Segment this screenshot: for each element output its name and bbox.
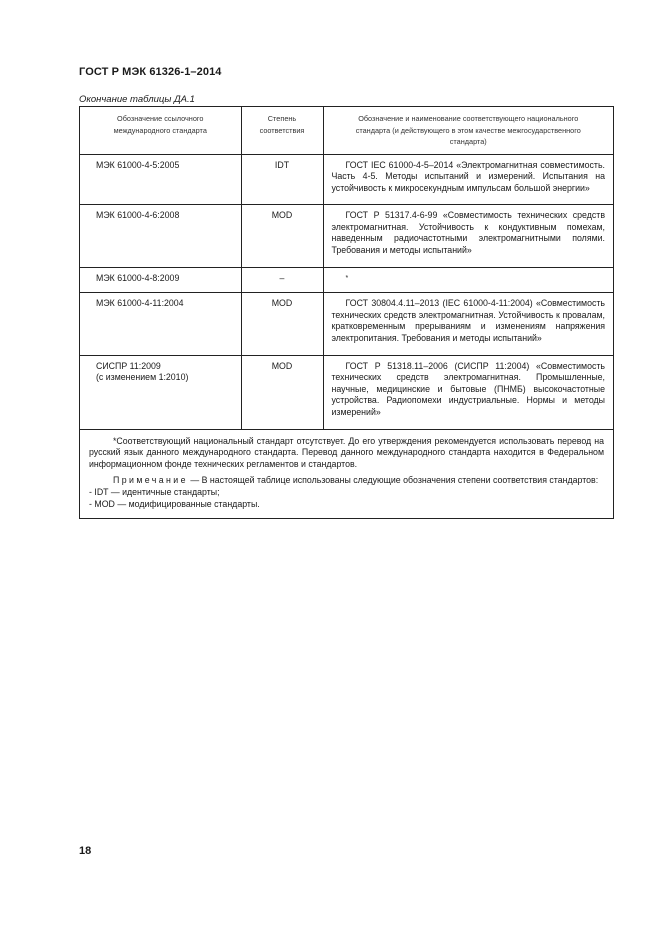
national-cell: ГОСТ IEC 61000-4-5–2014 «Электромагнитная совместимость. Часть 4-5. Методы испытаний и измерений. Испытания на устойчивость к микросекундным импульсам большой энергии» xyxy=(323,154,613,205)
ref-cell: МЭК 61000-4-6:2008 xyxy=(80,205,241,267)
page-number: 18 xyxy=(79,845,92,857)
note-item-mod: - MOD — модифицированные стандарты. xyxy=(89,498,260,509)
national-cell: * xyxy=(323,267,613,293)
standards-table xyxy=(79,106,614,519)
ref-cell: МЭК 61000-4-11:2004 xyxy=(80,293,241,355)
table-row xyxy=(80,205,613,267)
degree-cell: – xyxy=(241,267,323,293)
ref-cell: МЭК 61000-4-5:2005 xyxy=(80,154,241,205)
ref-amendment: (с изменением 1:2010) xyxy=(96,372,189,383)
table-caption: Окончание таблицы ДА.1 xyxy=(79,94,195,105)
degree-cell: MOD xyxy=(241,355,323,429)
degree-cell: MOD xyxy=(241,293,323,355)
note-item-idt: - IDT — идентичные стандарты; xyxy=(89,486,220,497)
table-header-row xyxy=(80,107,613,154)
degree-cell: IDT xyxy=(241,154,323,205)
col-header-national: Обозначение и наименование соответствующего национального стандарта (и действующего в этом качестве межгосударственного стандарта) xyxy=(323,107,613,154)
table-row xyxy=(80,267,613,293)
note-label: Примечание xyxy=(113,475,188,486)
table-row xyxy=(80,154,613,205)
national-cell: ГОСТ Р 51318.11–2006 (СИСПР 11:2004) «Совместимость технических средств электромагнитная. Промышленные, научные, медицинские и бытовые (ПНМБ) высокочастотные устройства. Радиопомехи индустриальные. Нормы и методы измерений» xyxy=(323,355,613,429)
note-text: — В настоящей таблице использованы следующие обозначения степени соответствия стандартов: xyxy=(187,475,599,486)
note-paragraph xyxy=(89,475,604,487)
table-notes xyxy=(80,430,613,519)
table-row xyxy=(80,355,613,429)
document-header: ГОСТ Р МЭК 61326-1–2014 xyxy=(79,66,222,78)
degree-cell: MOD xyxy=(241,205,323,267)
table-row xyxy=(80,293,613,355)
national-cell: ГОСТ Р 51317.4-6-99 «Совместимость технических средств электромагнитная. Устойчивость к кондуктивным помехам, наведенным радиочастотными электромагнитными полями. Требования и методы испытаний» xyxy=(323,205,613,267)
ref-cell xyxy=(80,355,241,429)
correspondence-table xyxy=(80,107,613,430)
col-header-ref: Обозначение ссылочного международного стандарта xyxy=(80,107,241,154)
national-cell: ГОСТ 30804.4.11–2013 (IEC 61000-4-11:2004) «Совместимость технических средств электромагнитная. Устойчивость к провалам, кратковременным прерываниям и изменениям напряжения электропитания. Требования и методы испытаний» xyxy=(323,293,613,355)
footnote: *Соответствующий национальный стандарт отсутствует. До его утверждения рекомендуется использовать перевод на русский язык данного международного стандарта. Перевод данного международного стандарта находится в Федеральном информационном фонде технических регламентов и стандартов. xyxy=(89,435,604,469)
col-header-degree: Степень соответствия xyxy=(241,107,323,154)
ref-cell: МЭК 61000-4-8:2009 xyxy=(80,267,241,293)
ref-line: СИСПР 11:2009 xyxy=(96,360,161,371)
